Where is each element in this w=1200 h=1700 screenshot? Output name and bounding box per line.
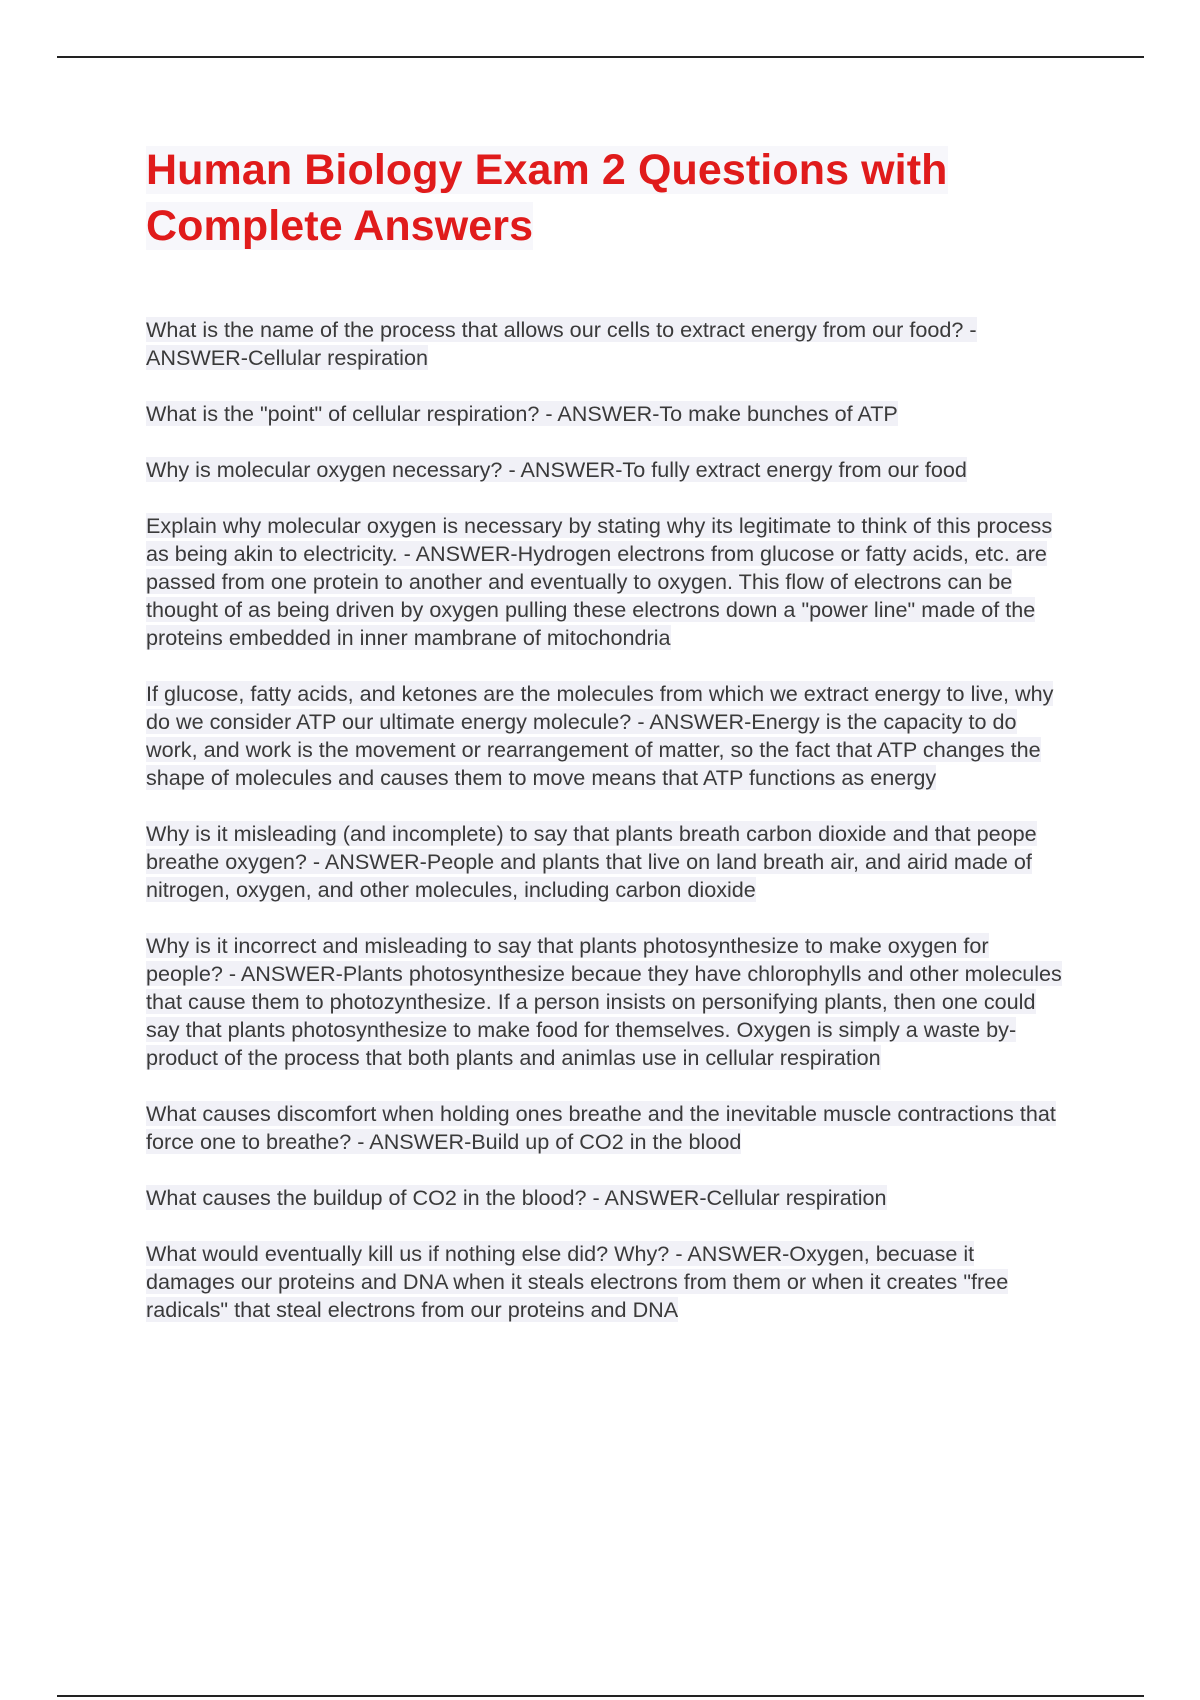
document-body (146, 142, 1066, 1352)
title-line-2: Complete Answers (146, 202, 534, 250)
qa-item-2: What is the "point" of cellular respiration? - ANSWER-To make bunches of ATP (146, 401, 898, 426)
qa-item-5: If glucose, fatty acids, and ketones are the molecules from which we extract energy to live, why do we consider ATP our ultimate energy molecule? - ANSWER-Energy is the capacity to do work, and work is the movement or rearrangement of matter, so the fact that ATP changes the shape of molecules and causes them to move means that ATP functions as energy (146, 681, 1054, 790)
page-title (146, 142, 1066, 254)
qa-item-1: What is the name of the process that allows our cells to extract energy from our food? - ANSWER-Cellular respiration (146, 317, 977, 370)
qa-item-9: What causes the buildup of CO2 in the blood? - ANSWER-Cellular respiration (146, 1185, 887, 1210)
qa-item-7: Why is it incorrect and misleading to say that plants photosynthesize to make oxygen for people? - ANSWER-Plants photosynthesize becaue they have chlorophylls and other molecules that cause them to photozynthesize. If a person insists on personifying plants, then one could say that plants photosynthesize to make food for themselves. Oxygen is simply a waste by- product of the process that both plants and animlas use in cellular respiration (146, 933, 1062, 1070)
qa-item-8: What causes discomfort when holding ones breathe and the inevitable muscle contractions that force one to breathe? - ANSWER-Build up of CO2 in the blood (146, 1101, 1056, 1154)
title-line-1: Human Biology Exam 2 Questions with (146, 146, 948, 194)
bottom-rule (57, 1695, 1144, 1697)
qa-item-6: Why is it misleading (and incomplete) to say that plants breath carbon dioxide and that peope breathe oxygen? - ANSWER-People and plants that live on land breath air, and airid made of nitrogen, oxygen, and other molecules, including carbon dioxide (146, 821, 1037, 902)
top-rule (57, 56, 1144, 58)
qa-item-4: Explain why molecular oxygen is necessary by stating why its legitimate to think of this process as being akin to electricity. - ANSWER-Hydrogen electrons from glucose or fatty acids, etc. are passed from one protein to another and eventually to oxygen. This flow of electrons can be thought of as being driven by oxygen pulling these electrons down a "power line" made of the proteins embedded in inner mambrane of mitochondria (146, 513, 1053, 650)
qa-item-3: Why is molecular oxygen necessary? - ANSWER-To fully extract energy from our food (146, 457, 967, 482)
qa-item-10: What would eventually kill us if nothing else did? Why? - ANSWER-Oxygen, becuase it damages our proteins and DNA when it steals electrons from them or when it creates "free radicals" that steal electrons from our proteins and DNA (146, 1241, 1009, 1322)
